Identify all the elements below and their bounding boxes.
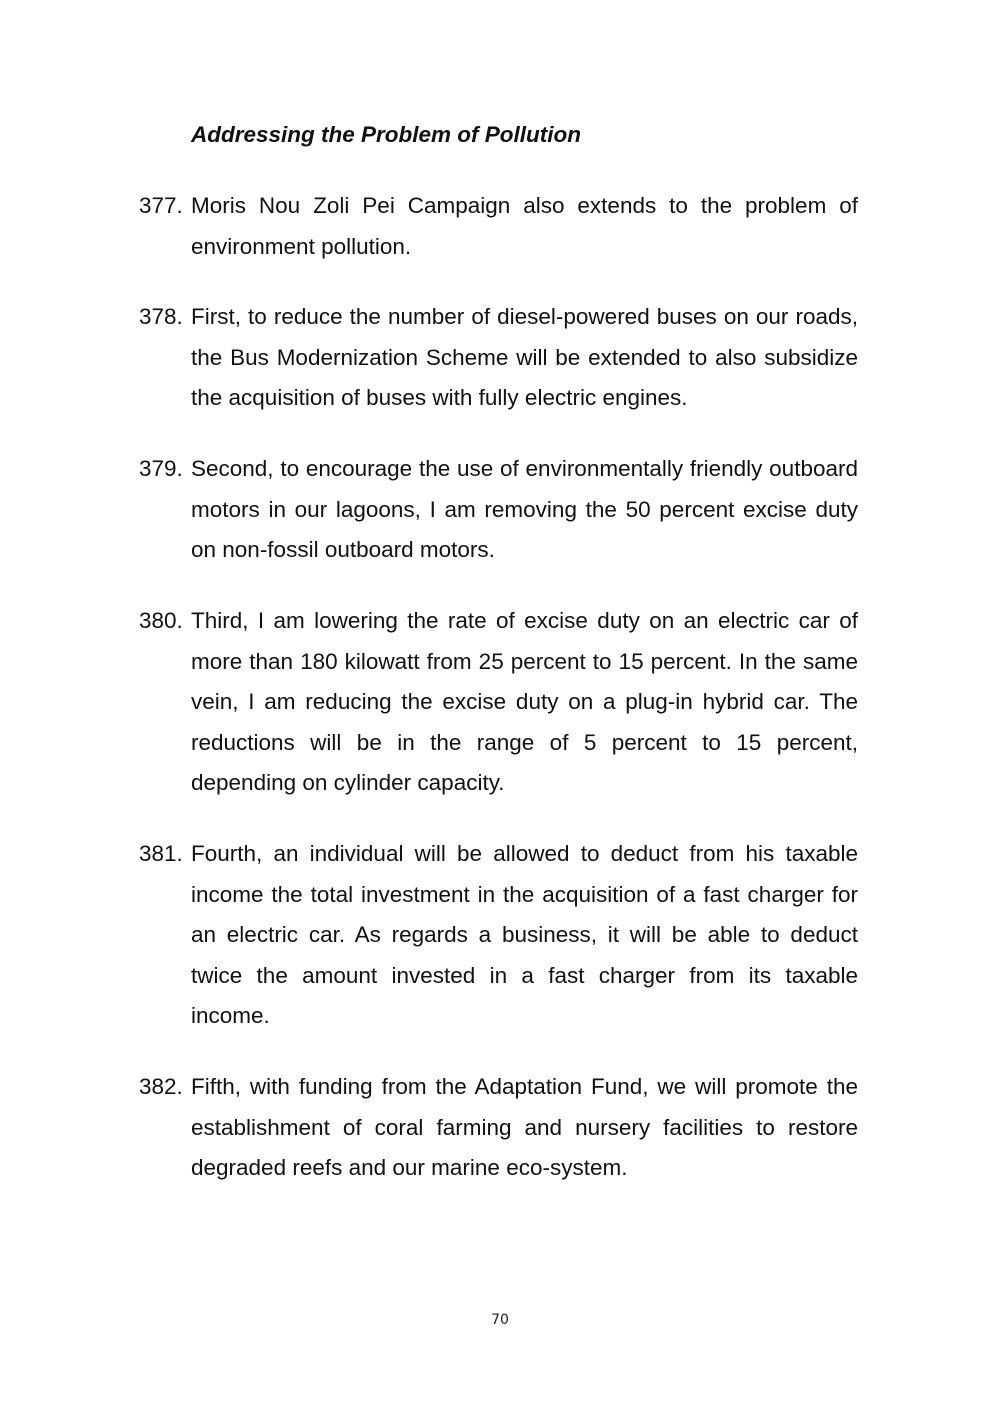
paragraph-number: 381. (139, 841, 183, 866)
paragraph-text: Fourth, an individual will be allowed to deduct from his taxable income the total investment in the acquisition of a fast charger for an electric car. As regards a business, it will be able to deduct twice the amount invested in a fast charger from its taxable income. (191, 841, 858, 1028)
paragraph-text: Fifth, with funding from the Adaptation Fund, we will promote the establishment of coral farming and nursery facilities to restore degraded reefs and our marine eco-system. (191, 1074, 858, 1180)
section-heading: Addressing the Problem of Pollution (191, 122, 582, 147)
paragraph-377 (139, 186, 858, 267)
paragraph-number: 380. (139, 608, 183, 633)
page-number: 70 (491, 1312, 509, 1328)
paragraph-381 (139, 834, 858, 1037)
paragraph-number: 379. (139, 456, 183, 481)
paragraph-number: 378. (139, 304, 183, 329)
paragraph-text: Second, to encourage the use of environmentally friendly outboard motors in our lagoons, I am removing the 50 percent excise duty on non-fossil outboard motors. (191, 456, 858, 562)
paragraph-text: Moris Nou Zoli Pei Campaign also extends to the problem of environment pollution. (191, 193, 858, 259)
paragraph-379 (139, 449, 858, 571)
paragraph-378 (139, 297, 858, 419)
paragraph-number: 382. (139, 1074, 183, 1099)
paragraph-number: 377. (139, 193, 183, 218)
paragraph-text: Third, I am lowering the rate of excise duty on an electric car of more than 180 kilowatt from 25 percent to 15 percent. In the same vein, I am reducing the excise duty on a plug-in hybrid car. The reductions will be in the range of 5 percent to 15 percent, depending on cylinder capacity. (191, 608, 858, 795)
paragraph-382 (139, 1067, 858, 1189)
paragraph-380 (139, 601, 858, 804)
paragraph-text: First, to reduce the number of diesel-powered buses on our roads, the Bus Modernization Scheme will be extended to also subsidize the acquisition of buses with fully electric engines. (191, 304, 858, 410)
